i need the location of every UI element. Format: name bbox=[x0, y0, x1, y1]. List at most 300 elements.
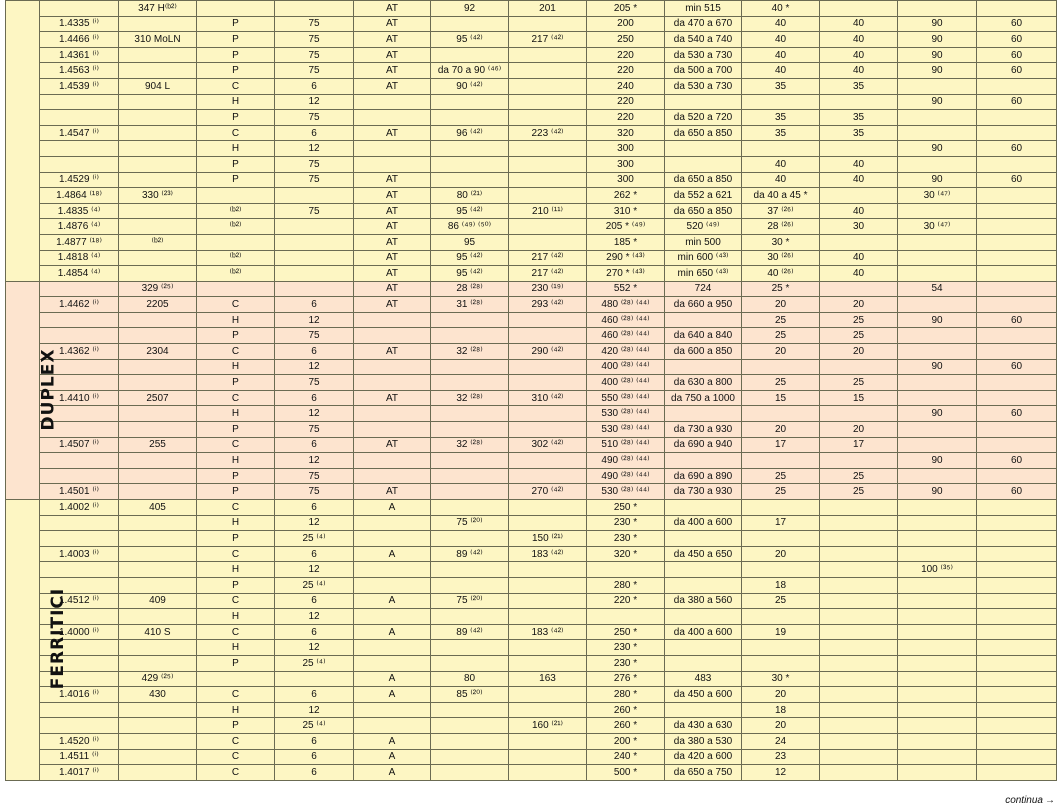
cell-impact-long bbox=[898, 125, 977, 141]
table-row bbox=[6, 375, 1057, 391]
cell-hardness-hrb: 32 ⁽²⁸⁾ bbox=[431, 390, 509, 406]
cell-heat-treatment bbox=[354, 640, 431, 656]
cell-elongation-trans: 40 bbox=[820, 156, 898, 172]
cell-heat-treatment: AT bbox=[354, 250, 431, 266]
table-row bbox=[6, 733, 1057, 749]
cell-yield-strength: 230 * bbox=[587, 515, 665, 531]
cell-hardness-hb bbox=[509, 593, 587, 609]
cell-impact-trans bbox=[977, 702, 1057, 718]
cell-yield-strength: 530 ⁽²⁸⁾ ⁽⁴⁴⁾ bbox=[587, 422, 665, 438]
table-row bbox=[6, 577, 1057, 593]
cell-material-number: 1.4529 ⁽ⁱ⁾ bbox=[40, 172, 119, 188]
table-row bbox=[6, 297, 1057, 313]
cell-elongation-long bbox=[742, 453, 820, 469]
cell-elongation-trans bbox=[820, 671, 898, 687]
table-row bbox=[6, 188, 1057, 204]
cell-heat-treatment bbox=[354, 328, 431, 344]
cell-product-form: P bbox=[197, 63, 275, 79]
cell-aisi-grade: 255 bbox=[119, 437, 197, 453]
cell-hardness-hrb: 95 ⁽⁴²⁾ bbox=[431, 32, 509, 48]
cell-material-number bbox=[40, 1, 119, 17]
cell-hardness-hb bbox=[509, 359, 587, 375]
cell-elongation-long: 20 bbox=[742, 422, 820, 438]
cell-elongation-long bbox=[742, 94, 820, 110]
cell-elongation-trans: 30 bbox=[820, 219, 898, 235]
cell-impact-trans: 60 bbox=[977, 406, 1057, 422]
cell-hardness-hrb: 32 ⁽²⁸⁾ bbox=[431, 437, 509, 453]
cell-hardness-hrb bbox=[431, 328, 509, 344]
cell-impact-trans bbox=[977, 437, 1057, 453]
cell-product-form: H bbox=[197, 702, 275, 718]
cell-heat-treatment: AT bbox=[354, 47, 431, 63]
cell-material-number: 1.4547 ⁽ⁱ⁾ bbox=[40, 125, 119, 141]
cell-impact-trans: 60 bbox=[977, 172, 1057, 188]
cell-heat-treatment: A bbox=[354, 765, 431, 781]
cell-material-number bbox=[40, 110, 119, 126]
cell-hardness-hb: 201 bbox=[509, 1, 587, 17]
cell-tensile-strength bbox=[665, 609, 742, 625]
table-row bbox=[6, 609, 1057, 625]
cell-yield-strength: 552 * bbox=[587, 281, 665, 297]
cell-aisi-grade bbox=[119, 63, 197, 79]
cell-impact-long bbox=[898, 375, 977, 391]
table-row bbox=[6, 359, 1057, 375]
cell-heat-treatment: AT bbox=[354, 297, 431, 313]
cell-product-form: ⁽ᵇ²⁾ bbox=[197, 266, 275, 282]
cell-hardness-hrb bbox=[431, 453, 509, 469]
cell-impact-long bbox=[898, 609, 977, 625]
cell-elongation-trans bbox=[820, 406, 898, 422]
cell-hardness-hrb: 92 bbox=[431, 1, 509, 17]
cell-elongation-trans bbox=[820, 94, 898, 110]
cell-heat-treatment: A bbox=[354, 500, 431, 516]
cell-heat-treatment: A bbox=[354, 546, 431, 562]
cell-hardness-hb: 163 bbox=[509, 671, 587, 687]
table-row bbox=[6, 624, 1057, 640]
cell-elongation-trans: 40 bbox=[820, 63, 898, 79]
cell-elongation-long: 35 bbox=[742, 78, 820, 94]
cell-impact-trans bbox=[977, 234, 1057, 250]
cell-hardness-hrb bbox=[431, 375, 509, 391]
cell-product-form: H bbox=[197, 453, 275, 469]
cell-impact-trans: 60 bbox=[977, 141, 1057, 157]
cell-material-number: 1.4511 ⁽ⁱ⁾ bbox=[40, 749, 119, 765]
cell-thickness-max: 25 ⁽⁴⁾ bbox=[275, 577, 354, 593]
cell-aisi-grade: 405 bbox=[119, 500, 197, 516]
cell-impact-trans bbox=[977, 125, 1057, 141]
cell-heat-treatment: A bbox=[354, 733, 431, 749]
cell-aisi-grade bbox=[119, 156, 197, 172]
cell-product-form: C bbox=[197, 125, 275, 141]
cell-impact-long: 90 bbox=[898, 47, 977, 63]
cell-tensile-strength: da 750 a 1000 bbox=[665, 390, 742, 406]
cell-aisi-grade bbox=[119, 312, 197, 328]
cell-impact-trans bbox=[977, 531, 1057, 547]
cell-tensile-strength bbox=[665, 702, 742, 718]
cell-elongation-trans: 40 bbox=[820, 266, 898, 282]
cell-tensile-strength bbox=[665, 156, 742, 172]
cell-thickness-max: 12 bbox=[275, 453, 354, 469]
cell-impact-trans bbox=[977, 188, 1057, 204]
cell-heat-treatment bbox=[354, 156, 431, 172]
cell-thickness-max: 12 bbox=[275, 94, 354, 110]
cell-aisi-grade: 329 ⁽²⁵⁾ bbox=[119, 281, 197, 297]
cell-tensile-strength: da 630 a 800 bbox=[665, 375, 742, 391]
cell-hardness-hrb bbox=[431, 577, 509, 593]
cell-elongation-trans bbox=[820, 515, 898, 531]
cell-heat-treatment: AT bbox=[354, 281, 431, 297]
cell-hardness-hb bbox=[509, 422, 587, 438]
cell-product-form: C bbox=[197, 297, 275, 313]
cell-heat-treatment: AT bbox=[354, 437, 431, 453]
cell-impact-long: 90 bbox=[898, 32, 977, 48]
cell-impact-long bbox=[898, 749, 977, 765]
cell-hardness-hb bbox=[509, 500, 587, 516]
cell-elongation-trans bbox=[820, 453, 898, 469]
cell-impact-long bbox=[898, 250, 977, 266]
cell-thickness-max: 6 bbox=[275, 765, 354, 781]
cell-hardness-hrb: 96 ⁽⁴²⁾ bbox=[431, 125, 509, 141]
cell-heat-treatment: AT bbox=[354, 172, 431, 188]
cell-aisi-grade bbox=[119, 749, 197, 765]
cell-product-form: P bbox=[197, 655, 275, 671]
cell-heat-treatment bbox=[354, 655, 431, 671]
cell-aisi-grade: 409 bbox=[119, 593, 197, 609]
cell-tensile-strength: da 450 a 600 bbox=[665, 687, 742, 703]
cell-yield-strength: 205 * bbox=[587, 1, 665, 17]
cell-tensile-strength: da 650 a 850 bbox=[665, 125, 742, 141]
cell-impact-trans bbox=[977, 577, 1057, 593]
cell-thickness-max bbox=[275, 250, 354, 266]
cell-aisi-grade bbox=[119, 765, 197, 781]
cell-thickness-max: 75 bbox=[275, 63, 354, 79]
cell-impact-trans bbox=[977, 390, 1057, 406]
cell-heat-treatment: A bbox=[354, 671, 431, 687]
cell-heat-treatment bbox=[354, 359, 431, 375]
cell-impact-trans: 60 bbox=[977, 16, 1057, 32]
table-row bbox=[6, 640, 1057, 656]
cell-thickness-max: 25 ⁽⁴⁾ bbox=[275, 531, 354, 547]
cell-hardness-hrb: 90 ⁽⁴²⁾ bbox=[431, 78, 509, 94]
cell-hardness-hb: 210 ⁽¹¹⁾ bbox=[509, 203, 587, 219]
cell-hardness-hrb bbox=[431, 422, 509, 438]
cell-elongation-trans bbox=[820, 624, 898, 640]
cell-product-form: P bbox=[197, 328, 275, 344]
cell-impact-long bbox=[898, 1, 977, 17]
cell-thickness-max: 12 bbox=[275, 562, 354, 578]
table-row bbox=[6, 94, 1057, 110]
cell-hardness-hb: 217 ⁽⁴²⁾ bbox=[509, 32, 587, 48]
cell-elongation-trans bbox=[820, 188, 898, 204]
cell-tensile-strength bbox=[665, 531, 742, 547]
cell-hardness-hb bbox=[509, 219, 587, 235]
cell-impact-trans bbox=[977, 375, 1057, 391]
cell-tensile-strength: da 690 a 890 bbox=[665, 468, 742, 484]
steel-properties-table-wrapper bbox=[5, 0, 1056, 781]
cell-impact-trans bbox=[977, 500, 1057, 516]
cell-tensile-strength: da 420 a 600 bbox=[665, 749, 742, 765]
cell-impact-trans: 60 bbox=[977, 359, 1057, 375]
cell-yield-strength: 262 * bbox=[587, 188, 665, 204]
cell-thickness-max: 6 bbox=[275, 437, 354, 453]
table-row bbox=[6, 250, 1057, 266]
cell-impact-long bbox=[898, 546, 977, 562]
cell-impact-trans bbox=[977, 671, 1057, 687]
cell-impact-long: 90 bbox=[898, 312, 977, 328]
cell-thickness-max: 75 bbox=[275, 375, 354, 391]
cell-elongation-trans bbox=[820, 640, 898, 656]
cell-aisi-grade bbox=[119, 718, 197, 734]
table-row bbox=[6, 32, 1057, 48]
cell-tensile-strength: da 730 a 930 bbox=[665, 422, 742, 438]
cell-product-form: ⁽ᵇ²⁾ bbox=[197, 250, 275, 266]
cell-elongation-long: 20 bbox=[742, 344, 820, 360]
cell-impact-trans bbox=[977, 687, 1057, 703]
cell-hardness-hb bbox=[509, 655, 587, 671]
cell-material-number: 1.4000 ⁽ⁱ⁾ bbox=[40, 624, 119, 640]
cell-product-form: P bbox=[197, 32, 275, 48]
cell-thickness-max: 6 bbox=[275, 749, 354, 765]
cell-heat-treatment: AT bbox=[354, 125, 431, 141]
cell-hardness-hb: 217 ⁽⁴²⁾ bbox=[509, 250, 587, 266]
cell-thickness-max bbox=[275, 281, 354, 297]
cell-elongation-long: 40 bbox=[742, 16, 820, 32]
cell-yield-strength: 510 ⁽²⁸⁾ ⁽⁴⁴⁾ bbox=[587, 437, 665, 453]
cell-tensile-strength: da 470 a 670 bbox=[665, 16, 742, 32]
cell-elongation-long: 30 ⁽²⁶⁾ bbox=[742, 250, 820, 266]
cell-aisi-grade bbox=[119, 453, 197, 469]
cell-product-form: H bbox=[197, 94, 275, 110]
cell-elongation-long: 18 bbox=[742, 702, 820, 718]
cell-material-number bbox=[40, 531, 119, 547]
cell-tensile-strength: da 450 a 650 bbox=[665, 546, 742, 562]
cell-aisi-grade: 310 MoLN bbox=[119, 32, 197, 48]
cell-hardness-hrb: 75 ⁽²⁰⁾ bbox=[431, 515, 509, 531]
cell-thickness-max: 12 bbox=[275, 640, 354, 656]
cell-product-form: H bbox=[197, 562, 275, 578]
cell-impact-long bbox=[898, 156, 977, 172]
cell-impact-long: 90 bbox=[898, 484, 977, 500]
cell-yield-strength: 200 bbox=[587, 16, 665, 32]
cell-elongation-trans bbox=[820, 655, 898, 671]
cell-product-form: H bbox=[197, 359, 275, 375]
cell-elongation-trans bbox=[820, 577, 898, 593]
cell-heat-treatment: AT bbox=[354, 188, 431, 204]
cell-impact-trans bbox=[977, 250, 1057, 266]
cell-material-number: 1.4563 ⁽ⁱ⁾ bbox=[40, 63, 119, 79]
cell-elongation-long: 37 ⁽²⁶⁾ bbox=[742, 203, 820, 219]
section-label-cell bbox=[6, 500, 69, 781]
table-row bbox=[6, 203, 1057, 219]
table-row bbox=[6, 422, 1057, 438]
cell-tensile-strength: da 552 a 621 bbox=[665, 188, 742, 204]
table-row bbox=[6, 219, 1057, 235]
cell-impact-trans: 60 bbox=[977, 94, 1057, 110]
table-row bbox=[6, 468, 1057, 484]
cell-heat-treatment bbox=[354, 562, 431, 578]
cell-impact-long: 90 bbox=[898, 359, 977, 375]
cell-material-number: 1.4466 ⁽ⁱ⁾ bbox=[40, 32, 119, 48]
cell-hardness-hrb bbox=[431, 47, 509, 63]
cell-hardness-hrb: 89 ⁽⁴²⁾ bbox=[431, 624, 509, 640]
cell-elongation-trans: 25 bbox=[820, 375, 898, 391]
cell-impact-long bbox=[898, 718, 977, 734]
cell-heat-treatment bbox=[354, 515, 431, 531]
table-row bbox=[6, 1, 1057, 17]
cell-elongation-long: 17 bbox=[742, 515, 820, 531]
cell-tensile-strength bbox=[665, 640, 742, 656]
cell-material-number: 1.4462 ⁽ⁱ⁾ bbox=[40, 297, 119, 313]
cell-tensile-strength: 724 bbox=[665, 281, 742, 297]
cell-yield-strength: 490 ⁽²⁸⁾ ⁽⁴⁴⁾ bbox=[587, 468, 665, 484]
cell-hardness-hrb bbox=[431, 156, 509, 172]
cell-elongation-long: 40 bbox=[742, 63, 820, 79]
cell-elongation-long bbox=[742, 655, 820, 671]
cell-impact-trans: 60 bbox=[977, 47, 1057, 63]
cell-impact-trans bbox=[977, 609, 1057, 625]
cell-elongation-long: 23 bbox=[742, 749, 820, 765]
cell-tensile-strength: da 400 a 600 bbox=[665, 515, 742, 531]
cell-yield-strength: 250 * bbox=[587, 500, 665, 516]
section-label-cell bbox=[6, 1, 40, 282]
cell-hardness-hrb bbox=[431, 406, 509, 422]
cell-hardness-hrb bbox=[431, 702, 509, 718]
cell-tensile-strength: min 650 ⁽⁴³⁾ bbox=[665, 266, 742, 282]
cell-impact-long bbox=[898, 328, 977, 344]
table-row bbox=[6, 78, 1057, 94]
cell-thickness-max: 12 bbox=[275, 359, 354, 375]
cell-impact-trans bbox=[977, 546, 1057, 562]
cell-material-number: 1.4501 ⁽ⁱ⁾ bbox=[40, 484, 119, 500]
cell-product-form: H bbox=[197, 640, 275, 656]
section-label: DUPLEX bbox=[38, 348, 59, 431]
cell-aisi-grade bbox=[119, 266, 197, 282]
table-row bbox=[6, 16, 1057, 32]
cell-thickness-max: 12 bbox=[275, 312, 354, 328]
cell-elongation-trans bbox=[820, 234, 898, 250]
cell-hardness-hrb: 86 ⁽⁴⁹⁾ ⁽⁵⁰⁾ bbox=[431, 219, 509, 235]
cell-impact-trans bbox=[977, 749, 1057, 765]
cell-elongation-trans: 25 bbox=[820, 484, 898, 500]
cell-hardness-hrb bbox=[431, 359, 509, 375]
cell-heat-treatment: AT bbox=[354, 78, 431, 94]
cell-impact-trans bbox=[977, 266, 1057, 282]
table-body bbox=[6, 1, 1057, 781]
cell-product-form: P bbox=[197, 47, 275, 63]
cell-hardness-hb bbox=[509, 78, 587, 94]
cell-thickness-max bbox=[275, 188, 354, 204]
cell-hardness-hb bbox=[509, 609, 587, 625]
cell-impact-trans bbox=[977, 468, 1057, 484]
cell-yield-strength: 280 * bbox=[587, 687, 665, 703]
cell-impact-long: 90 bbox=[898, 94, 977, 110]
cell-elongation-trans: 17 bbox=[820, 437, 898, 453]
cell-hardness-hrb bbox=[431, 609, 509, 625]
cell-yield-strength bbox=[587, 609, 665, 625]
cell-elongation-trans bbox=[820, 733, 898, 749]
cell-thickness-max: 25 ⁽⁴⁾ bbox=[275, 655, 354, 671]
cell-impact-trans: 60 bbox=[977, 453, 1057, 469]
cell-hardness-hb bbox=[509, 156, 587, 172]
cell-impact-trans bbox=[977, 765, 1057, 781]
cell-elongation-trans: 20 bbox=[820, 297, 898, 313]
cell-aisi-grade: 430 bbox=[119, 687, 197, 703]
cell-elongation-long: 35 bbox=[742, 125, 820, 141]
cell-impact-long bbox=[898, 593, 977, 609]
cell-tensile-strength: da 650 a 850 bbox=[665, 172, 742, 188]
cell-material-number: 1.4362 ⁽ⁱ⁾ bbox=[40, 344, 119, 360]
cell-yield-strength: 230 * bbox=[587, 640, 665, 656]
cell-product-form bbox=[197, 188, 275, 204]
cell-elongation-trans: 35 bbox=[820, 110, 898, 126]
cell-tensile-strength bbox=[665, 359, 742, 375]
cell-thickness-max: 75 bbox=[275, 16, 354, 32]
cell-yield-strength: 260 * bbox=[587, 718, 665, 734]
cell-elongation-trans: 40 bbox=[820, 172, 898, 188]
table-row bbox=[6, 234, 1057, 250]
cell-heat-treatment bbox=[354, 609, 431, 625]
cell-product-form: C bbox=[197, 749, 275, 765]
cell-hardness-hrb bbox=[431, 733, 509, 749]
cell-elongation-long: 30 * bbox=[742, 234, 820, 250]
cell-yield-strength: 270 * ⁽⁴³⁾ bbox=[587, 266, 665, 282]
cell-tensile-strength bbox=[665, 141, 742, 157]
cell-impact-trans: 60 bbox=[977, 63, 1057, 79]
cell-material-number: 1.4854 ⁽⁴⁾ bbox=[40, 266, 119, 282]
section-label-cell bbox=[6, 281, 59, 499]
cell-material-number: 1.4335 ⁽ⁱ⁾ bbox=[40, 16, 119, 32]
cell-thickness-max bbox=[275, 1, 354, 17]
cell-aisi-grade bbox=[119, 141, 197, 157]
table-row bbox=[6, 702, 1057, 718]
cell-material-number: 1.4876 ⁽⁴⁾ bbox=[40, 219, 119, 235]
cell-product-form: H bbox=[197, 609, 275, 625]
cell-elongation-trans: 25 bbox=[820, 312, 898, 328]
cell-yield-strength: 220 * bbox=[587, 593, 665, 609]
cell-hardness-hb: 270 ⁽⁴²⁾ bbox=[509, 484, 587, 500]
cell-aisi-grade bbox=[119, 375, 197, 391]
cell-tensile-strength bbox=[665, 406, 742, 422]
cell-impact-trans bbox=[977, 655, 1057, 671]
cell-heat-treatment: A bbox=[354, 624, 431, 640]
table-row bbox=[6, 156, 1057, 172]
cell-yield-strength: 310 * bbox=[587, 203, 665, 219]
cell-elongation-trans bbox=[820, 500, 898, 516]
cell-material-number bbox=[40, 94, 119, 110]
cell-product-form bbox=[197, 1, 275, 17]
cell-tensile-strength: da 400 a 600 bbox=[665, 624, 742, 640]
cell-impact-long bbox=[898, 655, 977, 671]
cell-aisi-grade bbox=[119, 16, 197, 32]
cell-product-form: P bbox=[197, 172, 275, 188]
cell-aisi-grade: 2507 bbox=[119, 390, 197, 406]
cell-elongation-long: 20 bbox=[742, 297, 820, 313]
cell-thickness-max bbox=[275, 671, 354, 687]
cell-aisi-grade: 429 ⁽²⁵⁾ bbox=[119, 671, 197, 687]
cell-yield-strength: 300 bbox=[587, 141, 665, 157]
cell-product-form: P bbox=[197, 577, 275, 593]
cell-hardness-hb: 217 ⁽⁴²⁾ bbox=[509, 266, 587, 282]
cell-elongation-long bbox=[742, 141, 820, 157]
cell-yield-strength: 250 * bbox=[587, 624, 665, 640]
cell-hardness-hb bbox=[509, 375, 587, 391]
cell-yield-strength: 220 bbox=[587, 47, 665, 63]
cell-elongation-long: 40 * bbox=[742, 1, 820, 17]
cell-tensile-strength: 520 ⁽⁴⁹⁾ bbox=[665, 219, 742, 235]
cell-impact-trans bbox=[977, 219, 1057, 235]
cell-tensile-strength: da 500 a 700 bbox=[665, 63, 742, 79]
cell-aisi-grade bbox=[119, 94, 197, 110]
